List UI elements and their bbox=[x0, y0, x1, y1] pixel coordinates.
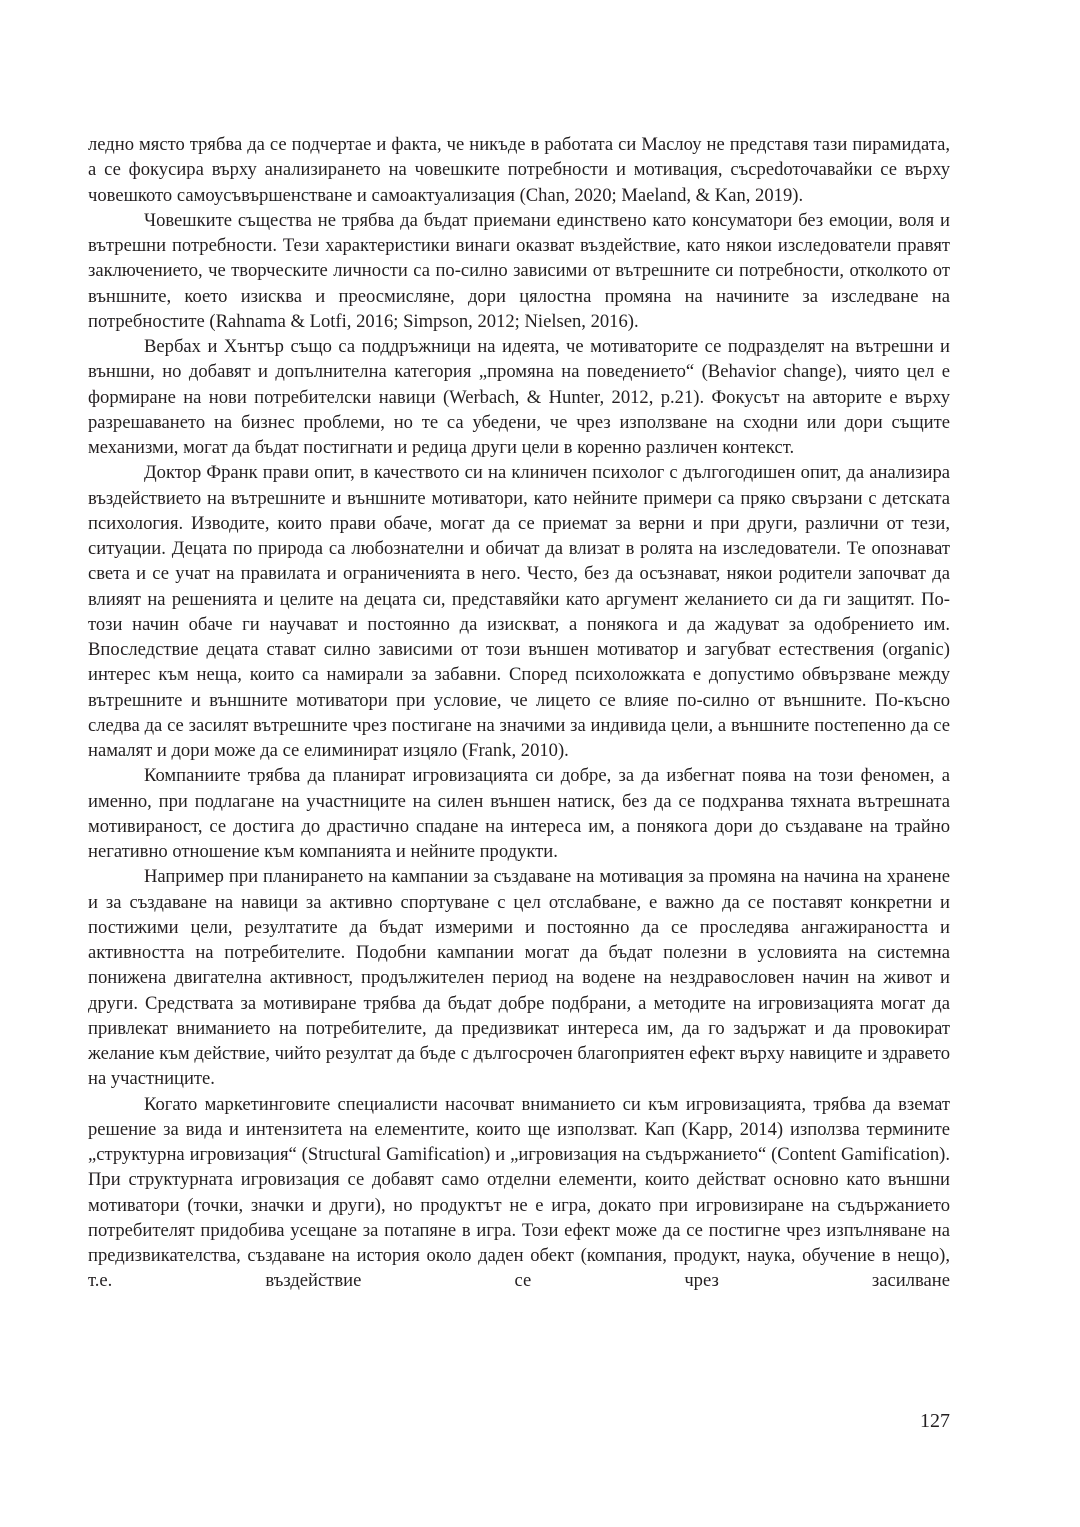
paragraph-5: Компаниите трябва да планират игровизацията си добре, за да избегнат поява на този феномен, а именно, при подлагане на участниците на силен външен натиск, без да се подхранва тяхната вътрешната мотивираност, се достига до драстично спадане на интереса им, а понякога дори до създаване на трайно негативно отношение към компанията и нейните продукти. bbox=[88, 765, 950, 862]
paragraph-4: Доктор Франк прави опит, в качеството си на клиничен психолог с дългогодишен опит, да анализира въздействието на вътрешните и външните мотиватори, като нейните примери са пряко свързани с детската психология. Изводите, които прави обаче, могат да се приемат за верни и при други, различни от тези, ситуации. Децата по природа са любознателни и обичат да влизат в ролята на изследователи. Те опознават света и се учат на правилата и ограниченията в него. Често, без да осъзнават, някои родители започват да влияят на решенията и целите на децата си, представяйки като аргумент желанието си да ги защитят. По-този начин обаче ги научават и постоянно да изискват, а понякога и да жадуват за одобрението им. Впоследствие децата стават силно зависими от този външен мотиватор и загубват естествения (organic) интерес към неща, които са намирали за забавни. Според психоложката е допустимо обвързване между вътрешните и външните мотиватори при условие, че лицето се влияе по-силно от външните. По-късно следва да се засилят вътрешните чрез постигане на значими за индивида цели, а външните постепенно да се намалят и дори може да се елиминират изцяло (Frank, 2010). bbox=[88, 462, 950, 761]
paragraph-6: Например при планирането на кампании за създаване на мотивация за промяна на начина на хранене и за създаване на навици за активно спортуване с цел отслабване, е важно да се поставят конкретни и постижими цели, резултатите да бъдат измерими и постоянно да се проследява ангажираността и активността на потребителите. Подобни кампании могат да бъдат полезни в условията на системна понижена двигателна активност, продължителен период на водене на нездравословен начин на живот и други. Средствата за мотивиране трябва да бъдат добре подбрани, а методите на игровизацията могат да привлекат вниманието на потребителите, да предизвикат интереса им, да го задържат и да провокират желание към действие, чийто резултат да бъде с дългосрочен благоприятен ефект върху навиците и здравето на участниците. bbox=[88, 866, 950, 1090]
paragraph-7: Когато маркетинговите специалисти насочват вниманието си към игровизацията, трябва да вземат решение за вида и интензитета на елементите, които ще използват. Кап (Kapp, 2014) използва термините „структурна игровизация“ (Structural Gamification) и „игровизация на съдържанието“ (Content Gamification). При структурната игровизация се добавят само отделни елементи, които действат основно като външни мотиватори (точки, значки и други), но продуктът не е игра, докато при игровизиране на съдържанието потребителят придобива усещане за потапяне в игра. Този ефект може да се постигне чрез изпълняване на предизвикателства, създаване на история около даден обект (компания, продукт, наука, обучение в нещо), т.е. въздействие се чрез засилване bbox=[88, 1093, 950, 1292]
paragraph-2: Човешките същества не трябва да бъдат приемани единствено като консуматори без емоции, воля и вътрешни потребности. Тези характеристики винаги оказват въздействие, като някои изследователи правят заключението, че творческите личности са по-силно зависими от вътрешните си потребности, отколкото от външните, което изисква и преосмисляне, дори цялостна промяна на начините за изследване на потребностите (Rahnama & Lotfi, 2016; Simpson, 2012; Nielsen, 2016). bbox=[88, 209, 950, 332]
page-number: 127 bbox=[920, 1410, 950, 1432]
page-body bbox=[88, 132, 950, 1294]
paragraph-1: ледно място трябва да се подчертае и факта, че никъде в работата си Маслоу не представя тази пирамидата, а се фокусира върху анализирането на човешките потребности и мотивация, съсреdоточавайки се върху човешкото самоусъвършенстване и самоактуализация (Chan, 2020; Maeland, & Kan, 2019). bbox=[88, 134, 950, 206]
paragraph-3: Вербах и Хънтър също са поддръжници на идеята, че мотиваторите се подразделят на вътрешни и външни, но добавят и допълнителна категория „промяна на поведението“ (Behavior change), чиято цел е формиране на нови потребителски навици (Werbach, & Hunter, 2012, p.21). Фокусът на авторите е върху разрешаването на бизнес проблеми, но те са убедени, че чрез използване на сходни или дори същите механизми, могат да бъдат постигнати и редица други цели в коренно различен контекст. bbox=[88, 336, 950, 458]
